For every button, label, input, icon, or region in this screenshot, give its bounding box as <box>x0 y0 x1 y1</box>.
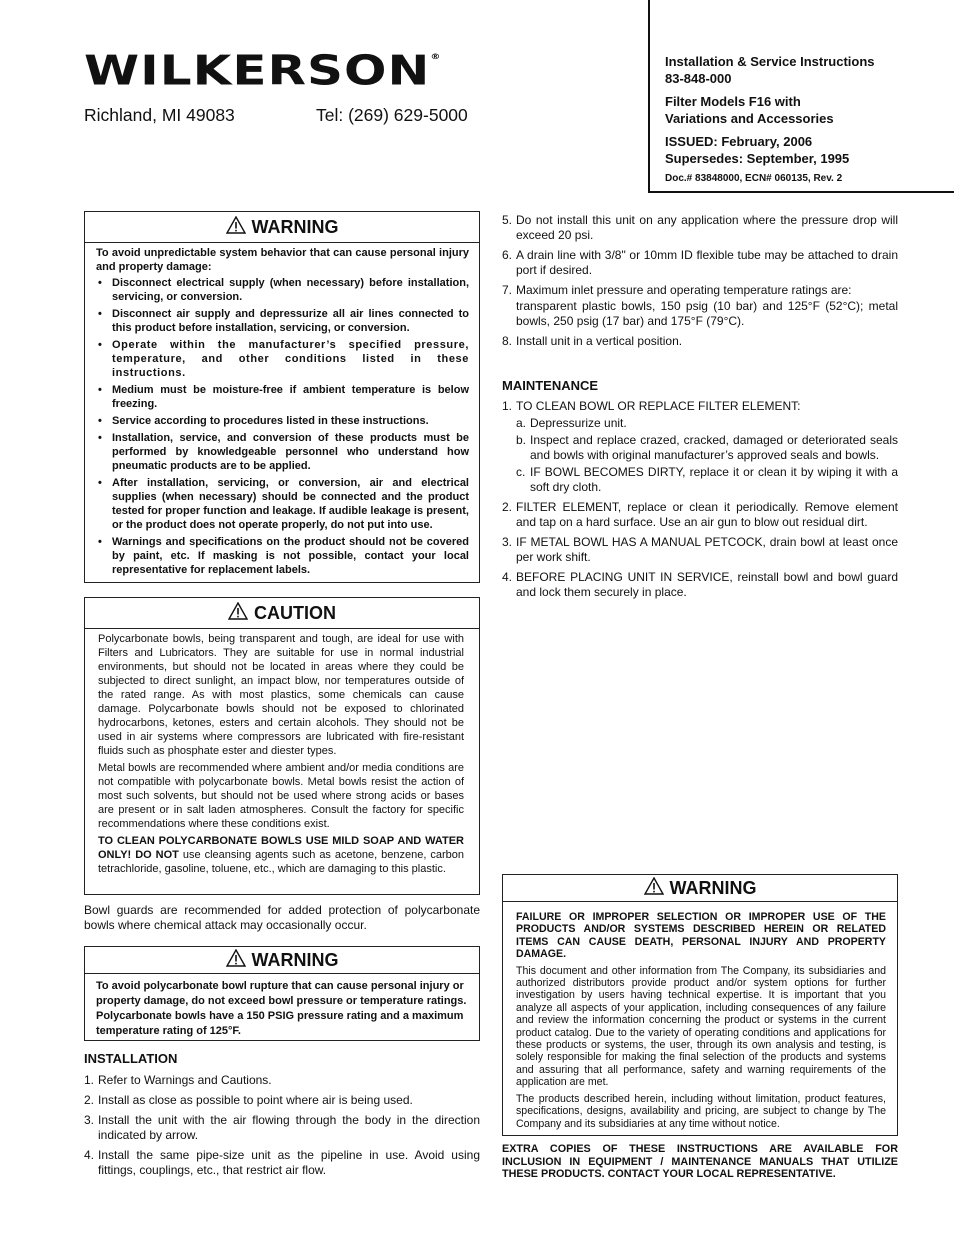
maintenance-list <box>502 399 898 605</box>
document-info-box <box>648 0 954 193</box>
warning-triangle-icon <box>226 949 246 972</box>
warning-header <box>85 212 479 243</box>
installation-step: 8. Install unit in a vertical position. <box>502 334 683 348</box>
maintenance-substep: c. IF BOWL BECOMES DIRTY, replace it or clean it by wiping it with a soft dry cloth. <box>516 465 898 494</box>
caution-paragraph: TO CLEAN POLYCARBONATE BOWLS USE MILD SOAP AND WATER ONLY! DO NOT use cleansing agents such as acetone, benzene, carbon tetrachloride, gasoline, toluene, etc., which are damaging to this plastic. <box>98 835 464 875</box>
info-line: Installation & Service Instructions <box>665 54 875 69</box>
doc-reference: Doc.# 83848000, ECN# 060135, Rev. 2 <box>665 173 843 184</box>
warning-bullet: • Installation, service, and conversion of these products must be performed by knowledgeable personnel who understand how pneumatic products are to be applied. <box>96 431 469 473</box>
brand-logo: WILKERSON® <box>84 46 441 95</box>
installation-list-part1 <box>84 1073 480 1183</box>
info-line: Variations and Accessories <box>665 111 834 126</box>
warning-bold-text: FAILURE OR IMPROPER SELECTION OR IMPROPER USE OF THE PRODUCTS AND/OR SYSTEMS DESCRIBED HEREIN OR RELATED ITEMS CAN CAUSE DEATH, PERSONAL INJURY AND PROPERTY DAMAGE. <box>516 911 886 961</box>
caution-header <box>85 598 479 629</box>
installation-step: 6. A drain line with 3/8" or 10mm ID flexible tube may be attached to drain port if desired. <box>502 248 898 277</box>
installation-step: 5. Do not install this unit on any application where the pressure drop will exceed 20 psi. <box>502 213 898 242</box>
caution-title: CAUTION <box>254 602 336 623</box>
company-phone: Tel: (269) 629-5000 <box>316 105 468 125</box>
warning-title: WARNING <box>669 877 757 898</box>
info-line: Filter Models F16 with <box>665 94 801 109</box>
maintenance-substep: b. Inspect and replace crazed, cracked, damaged or deteriorated seals and bowls with original manufacturer’s approved seals and bowls. <box>516 433 898 462</box>
warning-bullet: • Disconnect air supply and depressurize all air lines connected to this product before installation, servicing, or conversion. <box>96 307 469 335</box>
warning-triangle-icon <box>228 602 248 625</box>
info-line: ISSUED: February, 2006 <box>665 134 813 149</box>
maintenance-step: 1. TO CLEAN BOWL OR REPLACE FILTER ELEMENT: a. Depressurize unit. b. Inspect and replace crazed, cracked, damaged or deteriorated seals and bowls with original manufacturer’s approved seals and bowls. c. IF BOWL BECOMES DIRTY, replace it or clean it by wiping it with a soft dry cloth. <box>502 399 898 494</box>
caution-paragraph: Metal bowls are recommended where ambient and/or media conditions are not compatible with polycarbonate bowls. Metal bowls resist the action of most such solvents, but should not be used where strong acids or bases are present or in salt laden atmospheres. Consult the factory for specific recommendations where these conditions exist. <box>98 762 464 830</box>
maintenance-heading: MAINTENANCE <box>502 378 599 393</box>
warning-intro: To avoid unpredictable system behavior that can cause personal injury and property damage: <box>96 247 469 273</box>
warning-title: WARNING <box>251 949 339 970</box>
installation-step: 4. Install the same pipe-size unit as the pipeline in use. Avoid using fittings, couplings, etc., that restrict air flow. <box>84 1148 480 1177</box>
warning-box-bowl <box>84 946 480 1041</box>
warning-bullet: • Service according to procedures listed in these instructions. <box>96 414 469 428</box>
bowl-guard-note: Bowl guards are recommended for added protection of polycarbonate bowls where chemical attack may occasionally occur. <box>84 903 480 932</box>
warning-paragraph: This document and other information from The Company, its subsidiaries and authorized distributors provide product and/or system options for further investigation by users having technical expertise. It is important that you analyze all aspects of your application, including consequences of any failure and review the information concerning the product or systems in the current product catalog. Due to the variety of operating conditions and applications for these products or systems, the user, through its own analysis and testing, is solely responsible for making the final selection of the products and systems and assuring that all performance, safety and warning requirements of the application are met. <box>516 964 886 1089</box>
warning-text: To avoid polycarbonate bowl rupture that can cause personal injury or property damage, do not exceed bowl pressure or temperature ratings. Polycarbonate bowls have a 150 PSIG pressure rating and a maximum temperature rating of 125°F. <box>96 980 467 1037</box>
installation-list-part2 <box>502 213 898 354</box>
warning-triangle-icon <box>644 877 664 900</box>
warning-header <box>503 875 897 902</box>
warning-bullet: • Warnings and specifications on the product should not be covered by paint, etc. If masking is not possible, contact your local representative for replacement labels. <box>96 535 469 577</box>
warning-bullet: • Medium must be moisture-free if ambient temperature is below freezing. <box>96 383 469 411</box>
warning-triangle-icon <box>226 216 246 239</box>
info-line: Supersedes: September, 1995 <box>665 151 850 166</box>
warning-box-liability <box>502 874 898 1136</box>
maintenance-step: 4. BEFORE PLACING UNIT IN SERVICE, reinstall bowl and bowl guard and lock them securely in place. <box>502 570 898 599</box>
caution-paragraph: Polycarbonate bowls, being transparent and tough, are ideal for use with Filters and Lubricators. They are suitable for use in normal industrial environments, but should not be located in areas where they could be subjected to direct sunlight, an impact blow, nor temperatures outside of the rated range. As with most plastics, some chemicals can cause damage. Polycarbonate bowls should not be exposed to chlorinated hydrocarbons, ketones, esters and certain alcohols. They should not be used in air systems where compressors are lubricated with fire-resistant fluids such as phosphate ester and diester types. <box>98 633 464 757</box>
installation-step: 7. Maximum inlet pressure and operating temperature ratings are: transparent plastic bowls, 150 psig (10 bar) and 125°F (52°C); metal bowls, 250 psig (17 bar) and 175°F (79°C). <box>502 283 898 328</box>
installation-step: 2. Install as close as possible to point where air is being used. <box>84 1093 413 1107</box>
info-line: 83-848-000 <box>665 71 732 86</box>
installation-heading: INSTALLATION <box>84 1051 178 1066</box>
warning-bullet: • Disconnect electrical supply (when necessary) before installation, servicing, or conversion. <box>96 276 469 304</box>
caution-box <box>84 597 480 895</box>
warning-paragraph: The products described herein, including without limitation, product features, specifications, designs, availability and pricing, are subject to change by The Company and its subsidiaries at any time without notice. <box>516 1092 886 1130</box>
installation-step: 1. Refer to Warnings and Cautions. <box>84 1073 272 1087</box>
warning-bullet: • Operate within the manufacturer’s specified pressure, temperature, and other conditions listed in these instructions. <box>96 338 469 380</box>
warning-title: WARNING <box>251 216 339 237</box>
maintenance-step: 3. IF METAL BOWL HAS A MANUAL PETCOCK, drain bowl at least once per work shift. <box>502 535 898 564</box>
warning-bullet: • After installation, servicing, or conversion, air and electrical supplies (when necessary) should be connected and the product tested for proper function and leakage. If audible leakage is present, or the product does not operate properly, do not put into use. <box>96 476 469 532</box>
company-address: Richland, MI 49083 <box>84 105 235 125</box>
installation-step: 3. Install the unit with the air flowing through the body in the direction indicated by arrow. <box>84 1113 480 1142</box>
warning-header <box>85 947 479 974</box>
warning-box-general <box>84 211 480 583</box>
extra-copies-note: EXTRA COPIES OF THESE INSTRUCTIONS ARE AVAILABLE FOR INCLUSION IN EQUIPMENT / MAINTENANCE MANUALS THAT UTILIZE THESE PRODUCTS. CONTACT YOUR LOCAL REPRESENTATIVE. <box>502 1143 898 1180</box>
warning-bullet-list <box>96 276 469 577</box>
maintenance-substep: a. Depressurize unit. <box>516 416 627 430</box>
maintenance-step: 2. FILTER ELEMENT, replace or clean it periodically. Remove element and tap on a hard surface. Use an air gun to blow out residual dirt. <box>502 500 898 529</box>
